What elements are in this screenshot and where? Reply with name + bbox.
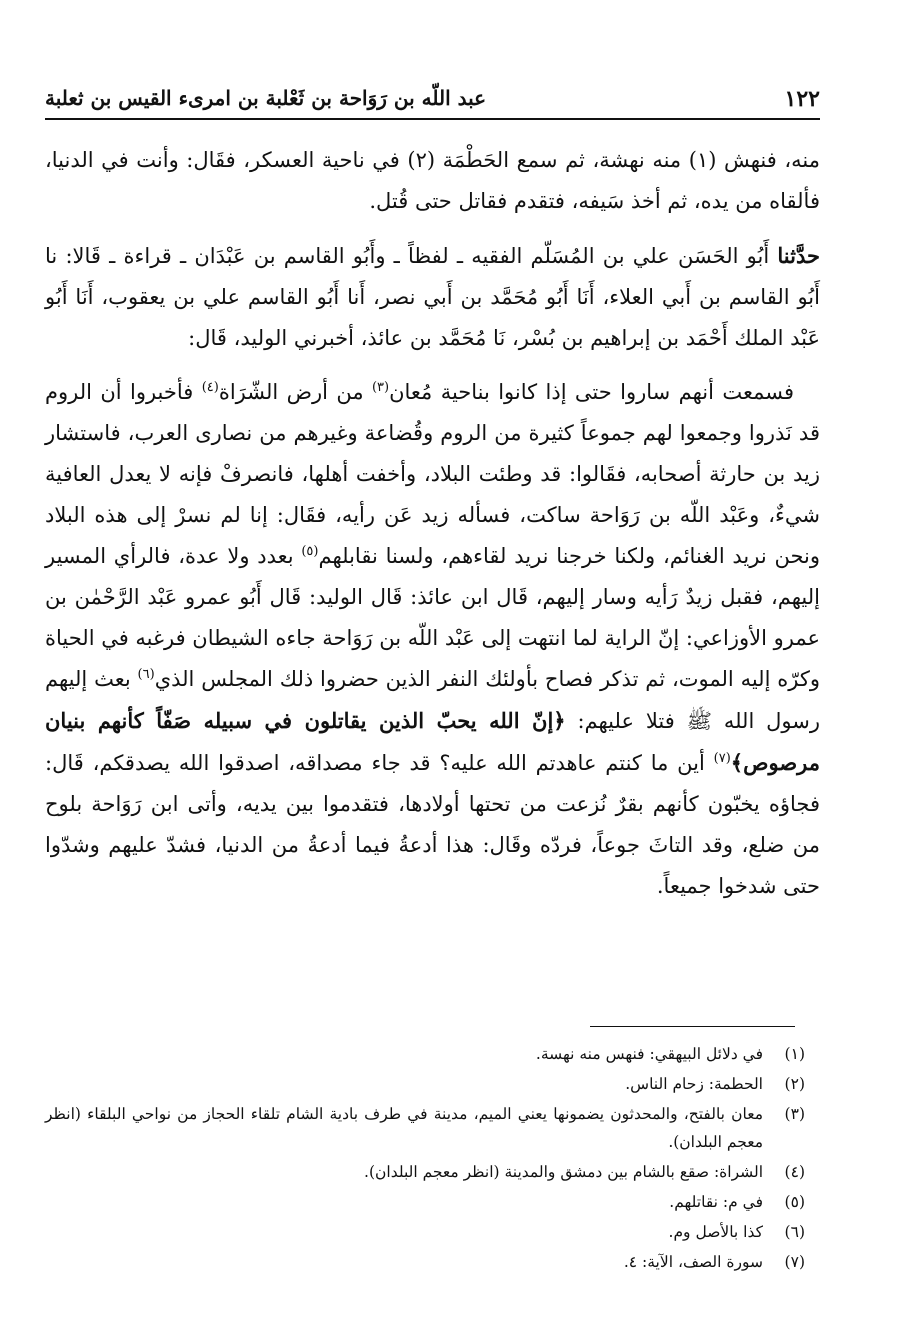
page-number: ١٢٢ [784, 86, 820, 112]
footnote-text: الشراة: صقع بالشام بين دمشق والمدينة (انظر معجم البلدان). [364, 1163, 763, 1181]
p3-text-1: فسمعت أنهم ساروا حتى إذا كانوا بناحية مُعان [389, 380, 795, 404]
p3-text-6: أين ما كنتم عاهدتم الله عليه؟ قد جاء مصداقه، اصدقوا الله يصدقكم، قَال: فجاؤه يخبّون كأنهم بقرٌ نُزعت من تحتها أولادها، فتقدموا بين يديه، وأتى ابن رَوَاحة بلوح من ضلع، وقد التاثَ جوعاً، فردّه وقَال: هذا أدعةُ فيما أدعةُ من الدنيا، فشدّ عليهم وشدّوا حتى شدخوا جميعاً. [45, 751, 820, 898]
page-header [45, 80, 820, 120]
footnote-item [45, 1218, 805, 1246]
footnote-text: كذا بالأصل وم. [668, 1223, 763, 1241]
footnote-item [45, 1248, 805, 1276]
footnote-ref-7: (٧) [713, 751, 731, 766]
footnote-number: (٢) [784, 1075, 805, 1093]
footnote-text: معان بالفتح، والمحدثون يضمونها يعني الميم، مدينة في طرف بادية الشام تلقاء الحجاز من نواحي البلقاء (انظر معجم البلدان). [45, 1105, 763, 1151]
footnote-ref-5: (٥) [301, 544, 319, 559]
haddathana-lead: حدَّثنا [777, 243, 820, 268]
footnote-number: (٣) [784, 1105, 805, 1123]
footnotes [45, 1040, 805, 1278]
footnote-ref-3: (٣) [371, 380, 390, 395]
footnote-ref-6: (٦) [137, 667, 155, 682]
isnad-text: أَبُو الحَسَن علي بن المُسَلّم الفقيه ـ لفظاً ـ وأَبُو القاسم بن عَبْدَان ـ قراءة ـ قَالا: نا أَبُو القاسم بن أَبي العلاء، أَنَا أَبُو مُحَمَّد بن أَبي نصر، أَنا أَبُو القاسم علي بن يعقوب، أَنَا أَبُو عَبْد الملك أَحْمَد بن إبراهيم بن بُسْر، نَا مُحَمَّد بن عائذ، أخبرني الوليد، قَال: [45, 244, 820, 350]
footnote-number: (٧) [784, 1253, 805, 1271]
main-text [45, 140, 820, 920]
paragraph-3 [45, 372, 820, 907]
paragraph-2 [45, 235, 820, 359]
running-title: عبد اللّه بن رَوَاحة بن ثَعْلبة بن امرىء القيس بن ثعلبة [45, 86, 487, 110]
header-rule [45, 118, 820, 120]
footnote-text: سورة الصف، الآية: ٤. [623, 1253, 763, 1271]
footnote-text: الحطمة: زحام الناس. [625, 1075, 763, 1093]
footnote-text: في دلائل البيهقي: فنهس منه نهسة. [535, 1045, 763, 1063]
footnote-number: (١) [784, 1045, 805, 1063]
footnote-number: (٤) [784, 1163, 805, 1181]
footnote-number: (٦) [784, 1223, 805, 1241]
footnote-text: في م: نقاتلهم. [669, 1193, 763, 1211]
p3-text-5: بعث إليهم رسول الله ﷺ فتلا عليهم: [45, 667, 820, 733]
footnote-item [45, 1100, 805, 1156]
footnote-separator [590, 1026, 795, 1027]
footnote-ref-4: (٤) [201, 380, 219, 395]
p3-text-4: بعدد ولا عدة، فالرأي المسير إليهم، فقبل زيدٌ رَأيه وسار إليهم، قَال ابن عائذ: قَال الوليد: قَال أَبُو عمرو عَبْد الرَّحْمٰن بن عمرو الأوزاعي: إنّ الراية لما انتهت إلى عَبْد اللّه بن رَوَاحة جاءه الشيطان فرغبه في الحياة وكرّه إليه الموت، ثم تذكر فصاح بأولئك النفر الذين حضروا ذلك المجلس الذي [45, 544, 820, 691]
p3-text-3: فأخبروا أن الروم قد نَذروا وجمعوا لهم جموعاً كثيرة من الروم وقُضاعة وغيرهم من نصارى العرب، فاستشار زيد بن حارثة أصحابه، فقَالوا: قد وطئت البلاد، وأخفت أهلها، فانصرفْ فإنه لا يعدل العافية شيءٌ، وعَبْد اللّه بن رَوَاحة ساكت، فسأله زيد عَن رأيه، فقَال: إنا لم نسرْ إلى هذه البلاد ونحن نريد الغنائم، ولكنا خرجنا نريد لقاءهم، ولسنا نقابلهم [45, 380, 821, 568]
paragraph-1: منه، فنهش (١) منه نهشة، ثم سمع الحَطْمَة (٢) في ناحية العسكر، فقَال: وأنت في الدنيا، فألقاه من يده، ثم أخذ سَيفه، فتقدم فقاتل حتى قُتل. [45, 148, 820, 213]
footnote-item [45, 1040, 805, 1068]
footnote-item [45, 1070, 805, 1098]
footnote-number: (٥) [784, 1193, 805, 1211]
footnote-item [45, 1158, 805, 1186]
footnote-item [45, 1188, 805, 1216]
p3-text-2: من أرض الشّرَاة [218, 380, 372, 404]
quran-verse: ﴿إنّ الله يحبّ الذين يقاتلون في سبيله صَفّاً كأنهم بنيان مرصوص﴾ [45, 708, 820, 775]
